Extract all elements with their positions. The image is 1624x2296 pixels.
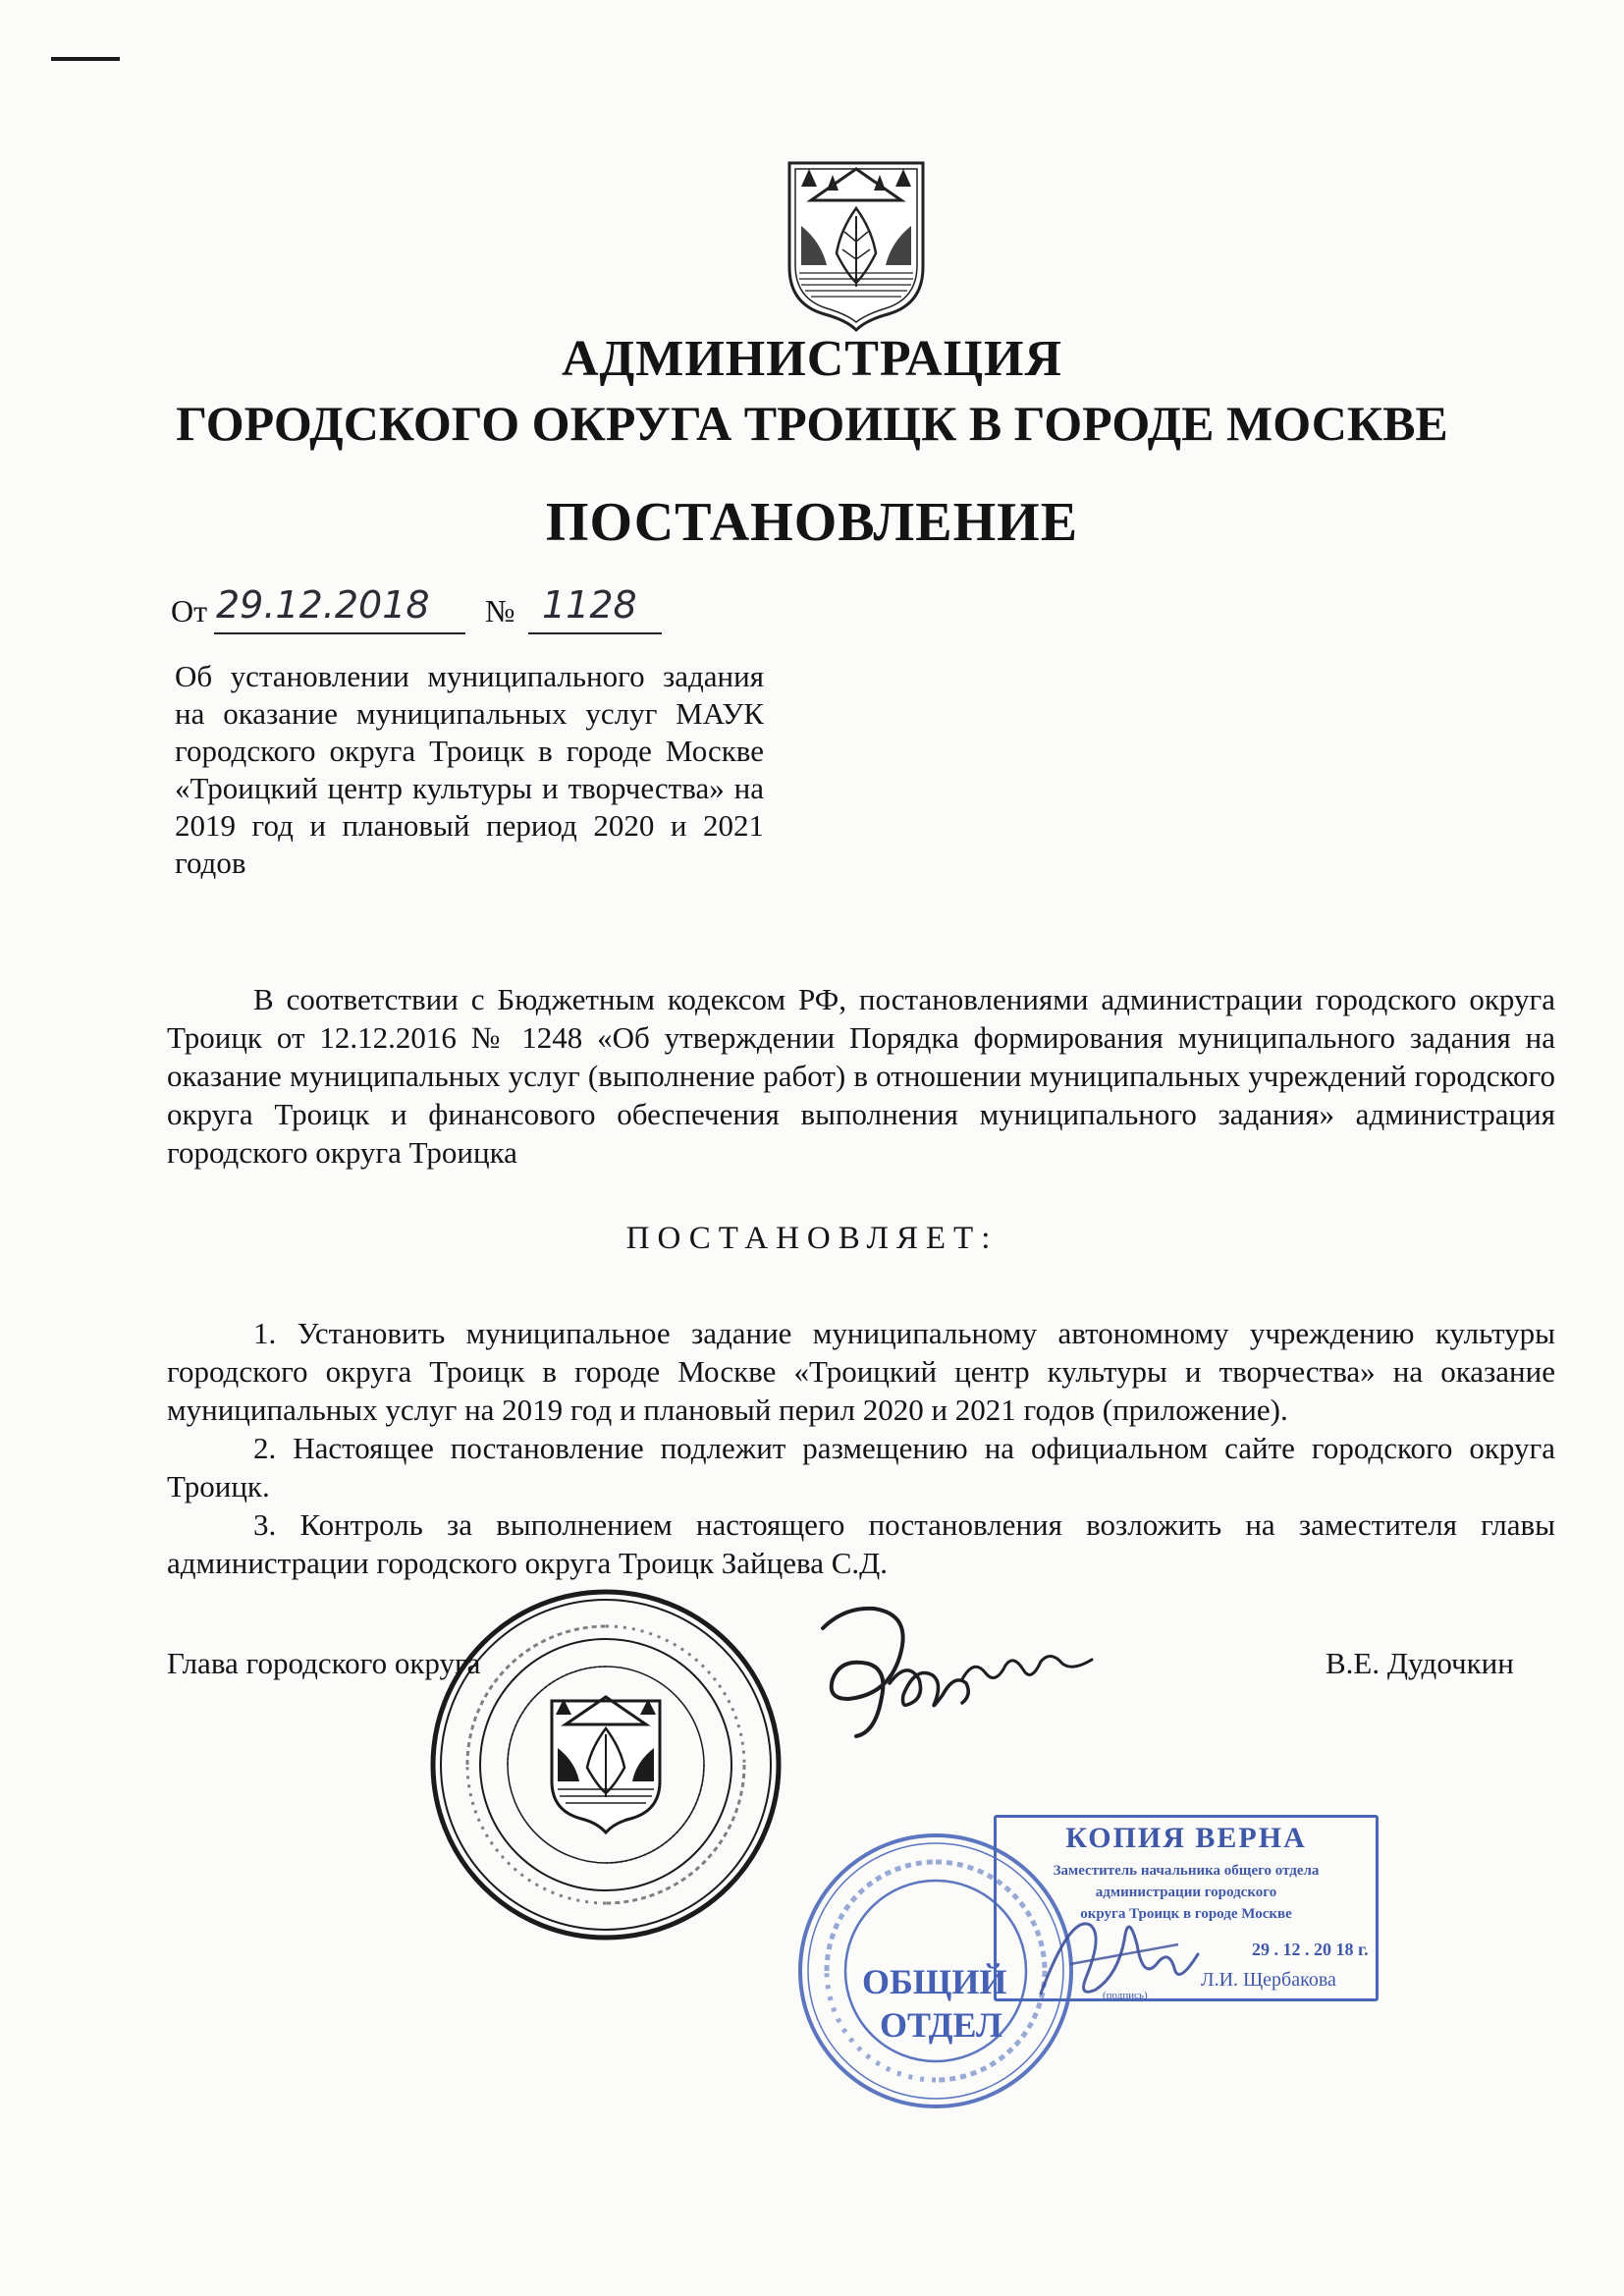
stamp-dept-line1: ОБЩИЙ: [862, 1962, 1007, 2001]
certified-copy-line3: округа Троицк в городе Москве: [1080, 1906, 1292, 1922]
org-name-line2: ГОРОДСКОГО ОКРУГА ТРОИЦК В ГОРОДЕ МОСКВЕ: [176, 396, 1448, 451]
number-underline: [528, 632, 662, 634]
signatory-name: В.Е. Дудочкин: [1326, 1646, 1514, 1680]
certifier-signature: [1031, 1895, 1218, 2013]
certified-copy-caption: (подпись): [1103, 1990, 1148, 2001]
preamble-block: [167, 980, 1555, 1172]
org-name-line1: АДМИНИСТРАЦИЯ: [561, 331, 1063, 387]
resolution-item-3: 3. Контроль за выполнением настоящего постановления возложить на заместителя главы администрации городского округа Троицк Зайцева С.Д.: [167, 1507, 1555, 1580]
document-type-title: ПОСТАНОВЛЕНИЕ: [545, 492, 1079, 553]
document-subject: Об установлении муниципального задания на оказание муниципальных услуг МАУК городского округа Троицк в городе Москве «Троицкий центр культуры и творчества» на 2019 год и плановый период 2020 и 2021 годов: [175, 659, 764, 880]
date-value: 29.12.2018: [216, 583, 430, 627]
resolves-heading: ПОСТАНОВЛЯЕТ:: [625, 1221, 999, 1256]
resolution-item-1: 1. Установить муниципальное задание муниципальному автономному учреждению культуры городского округа Троицк в городе Москве «Троицкий центр культуры и творчества» на оказание муниципальных услуг на 2019 год и плановый перил 2020 и 2021 годов (приложение).: [167, 1316, 1555, 1427]
number-value: 1128: [542, 583, 637, 627]
official-seal-icon: [428, 1585, 784, 1944]
certified-copy-name: Л.И. Щербакова: [1201, 1969, 1336, 1991]
date-label: От: [171, 593, 208, 629]
stamp-dept-line2: ОТДЕЛ: [880, 2005, 1002, 2045]
certified-copy-date: 29 . 12 . 20 18 г.: [1252, 1940, 1369, 1959]
handwritten-signature: [805, 1589, 1100, 1746]
coat-of-arms-icon: [782, 157, 931, 332]
resolution-item-2: 2. Настоящее постановление подлежит размещению на официальном сайте городского округа Троицк.: [167, 1431, 1555, 1503]
signatory-position: Глава городского округа: [167, 1646, 481, 1680]
date-underline: [214, 632, 465, 634]
certified-copy-line1: Заместитель начальника общего отдела: [1053, 1863, 1320, 1879]
scan-corner-mark: [51, 57, 120, 61]
certified-copy-title: КОПИЯ ВЕРНА: [1065, 1822, 1307, 1854]
preamble-paragraph: В соответствии с Бюджетным кодексом РФ, постановлениями администрации городского округа Троицк от 12.12.2016 № 1248 «Об утверждении Порядка формирования муниципального задания на оказание муниципальных услуг (выполнение работ) в отношении муниципальных учреждений городского округа Троицк и финансового обеспечения выполнения муниципального задания» администрация городского округа Троицка: [167, 982, 1555, 1170]
resolution-items: [167, 1314, 1555, 1582]
number-label: №: [485, 593, 515, 629]
certified-copy-line2: администрации городского: [1095, 1885, 1277, 1900]
